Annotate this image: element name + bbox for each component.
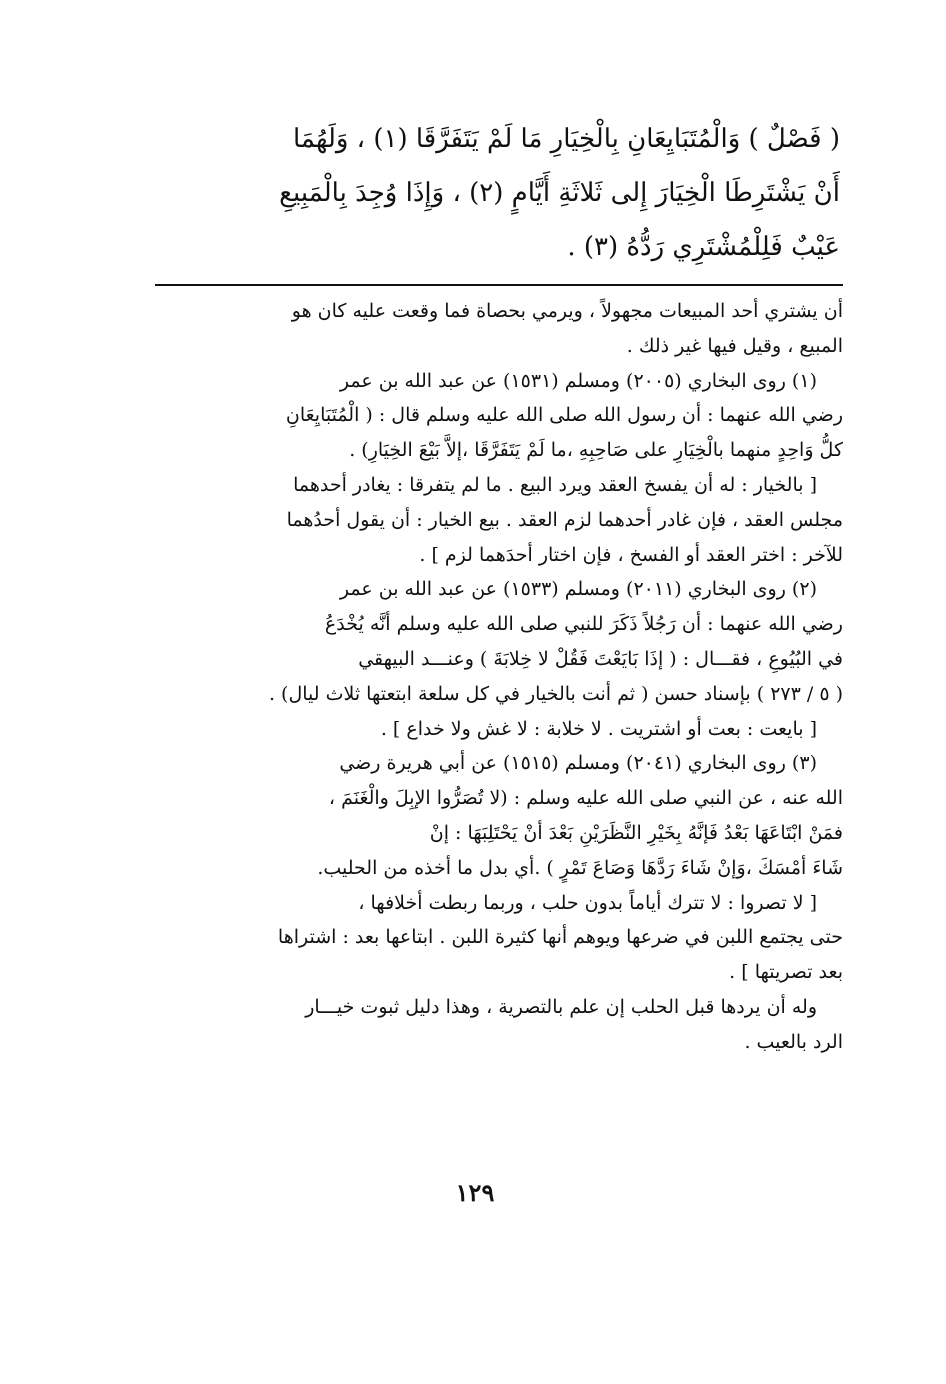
- footnote-line: للآخر : اختر العقد أو الفسخ ، فإن اختار أحدَهما لزم ] .: [419, 543, 843, 566]
- footnote-line: شَاءَ أمْسَكَ ،وَإنْ شَاءَ رَدَّهَا وَصَاعَ تَمْرٍ ) .أي بدل ما أخذه من الحليب.: [317, 856, 843, 879]
- footnote-line: المبيع ، وقيل فيها غير ذلك .: [626, 334, 843, 357]
- footnote-line: رضي الله عنهما : أن رَجُلاً ذَكَرَ للنبي صلى الله عليه وسلم أنَّه يُخْدَعُ: [324, 613, 843, 636]
- footnote-divider: [155, 284, 843, 286]
- footnote-line: (١) روى البخاري (٢٠٠٥) ومسلم (١٥٣١) عن عبد الله بن عمر: [339, 369, 817, 392]
- footnote-line: في البُيُوعِ ، فقـــال : ( إذَا بَايَعْتَ فَقُلْ لا خِلابَةَ ) وعنـــد البيهقي: [358, 647, 843, 670]
- footnote-line: بعد تصريتها ] .: [729, 961, 843, 984]
- footnote-line: ( ٥ / ٢٧٣ ) بإسناد حسن ( ثم أنت بالخيار في كل سلعة ابتعتها ثلاث ليال) .: [268, 682, 843, 705]
- footnote-line: الرد بالعيب .: [744, 1030, 843, 1053]
- footnote-line: (٣) روى البخاري (٢٠٤١) ومسلم (١٥١٥) عن أبي هريرة رضي: [339, 752, 817, 775]
- footnote-line: [ بايعت : بعت أو اشتريت . لا خلابة : لا غش ولا خداع ] .: [380, 717, 817, 740]
- footnote-line: حتى يجتمع اللبن في ضرعها ويوهم أنها كثيرة اللبن . ابتاعها بعد : اشتراها: [277, 926, 843, 949]
- footnote-line: [ بالخيار : له أن يفسخ العقد ويرد البيع . ما لم يتفرقا : يغادر أحدهما: [293, 473, 817, 496]
- footnote-line: مجلس العقد ، فإن غادر أحدهما لزم العقد . بيع الخيار : أن يقول أحدُهما: [286, 508, 843, 531]
- footnote-line: فمَنْ ابْتَاعَهَا بَعْدُ فَإنَّهُ بِخَيْرِ النَّظَرَيْنِ بَعْدَ أنْ يَحْتَلِبَهَا : إنْ: [429, 821, 843, 844]
- footnote-line: رضي الله عنهما : أن رسول الله صلى الله عليه وسلم قال : ( الْمُتَبَايِعَانِ: [285, 404, 843, 427]
- main-text-block: [150, 112, 840, 274]
- main-text-line: ( فَصْلٌ ) وَالْمُتَبَايِعَانِ بِالْخِيَارِ مَا لَمْ يَتَفَرَّقَا (١) ، وَلَهُمَا: [293, 124, 840, 154]
- footnote-line: كلُّ وَاحِدٍ منهما بالْخِيَارِ على صَاحِبِهِ ،ما لَمْ يَتَفَرَّقَا ،إلاَّ بَيْعَ الخِيَارِ) .: [349, 439, 843, 462]
- main-text-line: أَنْ يَشْتَرِطَا الْخِيَارَ إِلى ثَلاثَةِ أَيَّامٍ (٢) ، وَإِذَا وُجِدَ بِالْمَبِيعِ: [279, 178, 840, 208]
- footnote-line: [ لا تصروا : لا تترك أياماً بدون حلب ، وربما ربطت أخلافها ،: [358, 891, 817, 914]
- footnote-line: أن يشتري أحد المبيعات مجهولاً ، ويرمي بحصاة فما وقعت عليه كان هو: [291, 300, 843, 322]
- footnotes-block: [150, 294, 843, 1060]
- main-text-line: عَيْبٌ فَلِلْمُشْتَرِي رَدُّهُ (٣) .: [567, 232, 840, 262]
- footnote-line: (٢) روى البخاري (٢٠١١) ومسلم (١٥٣٣) عن عبد الله بن عمر: [339, 578, 817, 601]
- page-number: ١٢٩: [455, 1178, 495, 1207]
- footnote-line: الله عنه ، عن النبي صلى الله عليه وسلم : (لا تُصَرُّوا الإبِلَ والْغَنَمَ ،: [328, 787, 843, 810]
- footnote-line: وله أن يردها قبل الحلب إن علم بالتصرية ، وهذا دليل ثبوت خيـــار: [305, 995, 817, 1018]
